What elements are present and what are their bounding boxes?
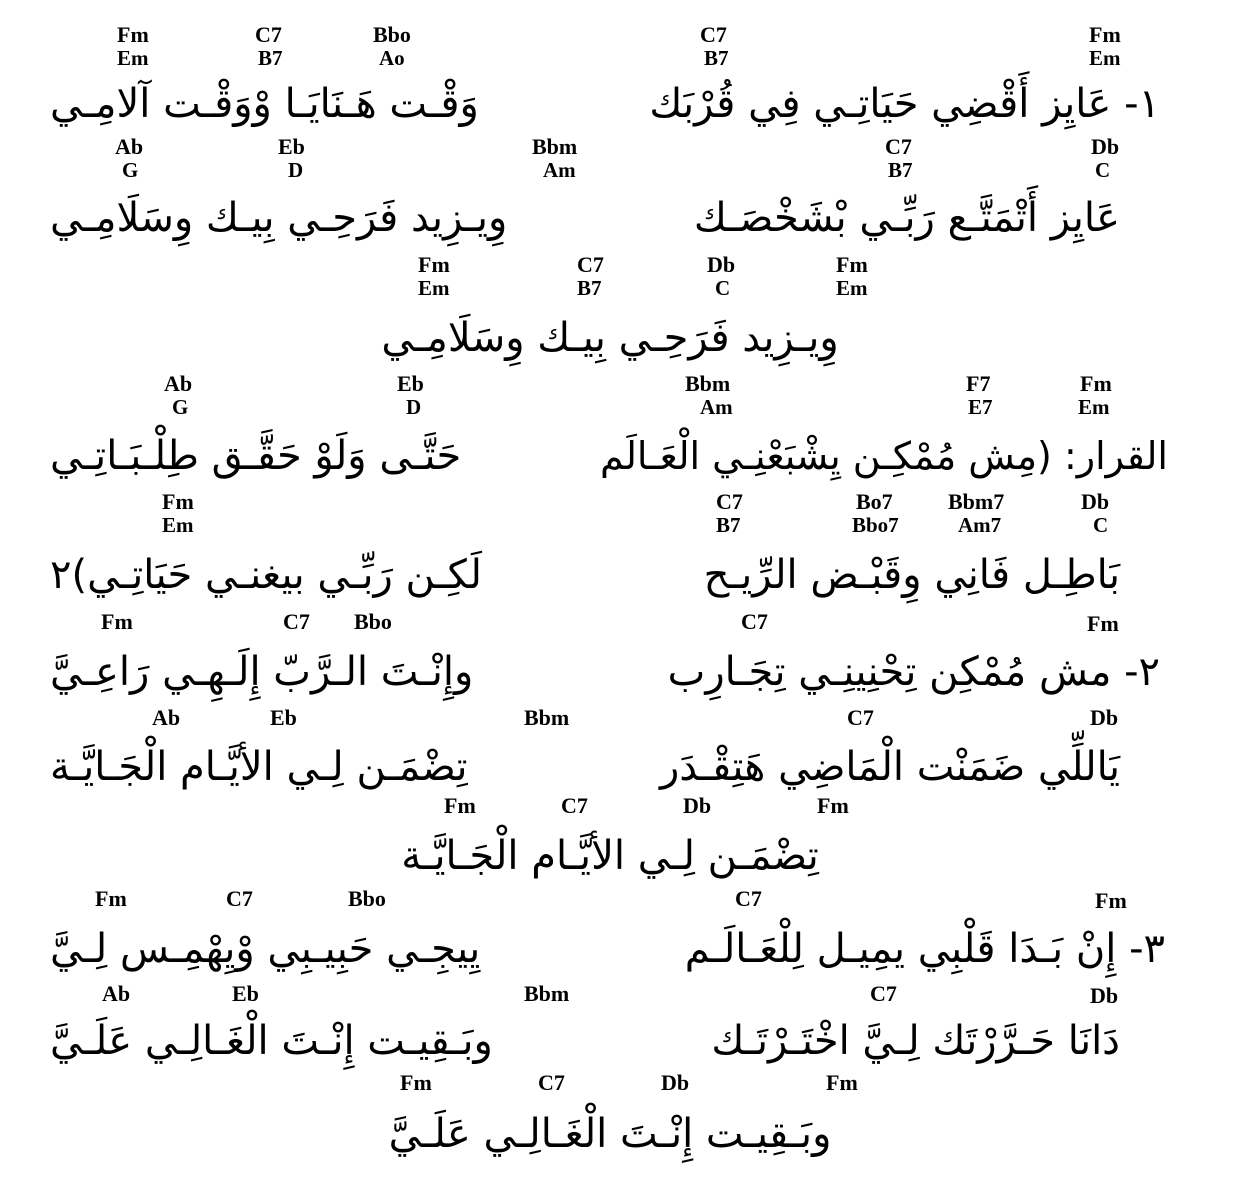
- chord-db: Db: [1090, 705, 1119, 730]
- chord-ab: Ab: [115, 134, 144, 159]
- chord-fm: Fm: [1089, 22, 1121, 47]
- lyric-line-left: وبَـقِيـت إِنْـتَ الْغَـالِـي عَلَـيَّ: [50, 1018, 493, 1064]
- chord-alt-am: Am: [543, 158, 576, 182]
- chord-alt-e7: E7: [968, 395, 993, 419]
- lyric-line-left: وِيـزِيد فَرَحِـي بِيـك وِسَلَامِـي: [50, 195, 508, 241]
- chord-fm: Fm: [1080, 371, 1112, 396]
- chord-db: Db: [661, 1070, 690, 1095]
- lyric-line-repeat: تِضْمَـن لِـي الأيَّـام الْجَـايَّـة: [401, 833, 819, 879]
- chord-bbo: Bbo: [373, 22, 411, 47]
- chord-fm: Fm: [1095, 888, 1127, 913]
- lyric-line-left: حَتَّـى وَلَوْ حَقَّـق طِلْـبَـاتِـي: [50, 433, 462, 479]
- chord-eb: Eb: [397, 371, 424, 396]
- chord-c7: C7: [885, 134, 912, 159]
- chord-c7: C7: [561, 793, 588, 818]
- chord-c7: C7: [741, 609, 768, 634]
- chord-alt-ao: Ao: [379, 46, 405, 70]
- chord-fm: Fm: [400, 1070, 432, 1095]
- chord-alt-em: Em: [1089, 46, 1121, 70]
- chord-eb: Eb: [270, 705, 297, 730]
- lyric-line-right: ٢- مش مُمْكِن تِحْنِينِـي تِجَـارِب: [667, 649, 1160, 695]
- chord-db: Db: [1081, 489, 1110, 514]
- chord-c7: C7: [735, 886, 762, 911]
- chord-fm: Fm: [444, 793, 476, 818]
- chord-fm: Fm: [162, 489, 194, 514]
- chord-bbm: Bbm: [532, 134, 578, 159]
- chord-alt-b7: B7: [704, 46, 729, 70]
- chord-bbm: Bbm: [524, 705, 570, 730]
- chord-bo7: Bo7: [856, 489, 893, 514]
- lyric-line-left: وإِنْـتَ الـرَّبّ إِلَـهِـي رَاعِـيَّ: [50, 649, 474, 695]
- chord-alt-b7: B7: [716, 513, 741, 537]
- lyric-line-left: وَقْـت هَـنَايَـا وْوَقْـت آلامِـي: [50, 81, 479, 127]
- chord-fm: Fm: [1087, 611, 1119, 636]
- chord-db: Db: [1091, 134, 1120, 159]
- chord-fm: Fm: [117, 22, 149, 47]
- lyric-line-left: يِيجِـي حَبِيـبِي وْيِهْمِـس لِـيَّ: [50, 926, 481, 972]
- chord-c7: C7: [716, 489, 743, 514]
- lyric-line-right: يَاللِّي ضَمَنْت الْمَاضِي هَتِقْـدَر: [659, 744, 1120, 790]
- chord-alt-c: C: [1095, 158, 1111, 182]
- chord-alt-d: D: [406, 395, 422, 419]
- chord-alt-g: G: [172, 395, 189, 419]
- chord-fm: Fm: [836, 252, 868, 277]
- chord-alt-c: C: [715, 276, 731, 300]
- lyric-line-repeat: وبَـقِيـت إِنْـتَ الْغَـالِـي عَلَـيَّ: [388, 1111, 832, 1157]
- chord-eb: Eb: [232, 981, 259, 1006]
- chord-ab: Ab: [102, 981, 131, 1006]
- chord-alt-b7: B7: [577, 276, 602, 300]
- chord-db: Db: [1090, 983, 1119, 1008]
- chord-fm: Fm: [95, 886, 127, 911]
- chord-c7: C7: [538, 1070, 565, 1095]
- chord-alt-em: Em: [1078, 395, 1110, 419]
- chord-alt-d: D: [288, 158, 304, 182]
- chord-alt-bbo7: Bbo7: [852, 513, 899, 537]
- chord-db: Db: [707, 252, 736, 277]
- chord-ab: Ab: [164, 371, 193, 396]
- lyric-line-right: عَايِز أَتْمَتَّـع رَبِّـي بْشَخْصَـك: [693, 195, 1120, 241]
- chord-alt-g: G: [122, 158, 139, 182]
- chord-alt-b7: B7: [258, 46, 283, 70]
- chord-c7: C7: [577, 252, 604, 277]
- chord-eb: Eb: [278, 134, 305, 159]
- lyric-line-right: ١- عَايِز أَقْضِي حَيَاتِـي فِي قُرْبَك: [649, 81, 1160, 127]
- chord-alt-b7: B7: [888, 158, 913, 182]
- chord-alt-em: Em: [418, 276, 450, 300]
- lyric-line-right: ٣- إِنْ بَـدَا قَلْبِي يمِيـل لِلْعَـالَـم: [684, 926, 1165, 972]
- lyric-line-right: دَانَا حَـرَّرْتَك لِـيَّ اخْتَـرْتَـك: [711, 1018, 1120, 1064]
- lyric-line-right: بَاطِـل فَانِي وِقَبْـض الرِّيـح: [703, 552, 1120, 598]
- chord-fm: Fm: [826, 1070, 858, 1095]
- chord-c7: C7: [255, 22, 282, 47]
- chord-alt-am: Am: [700, 395, 733, 419]
- chord-c7: C7: [870, 981, 897, 1006]
- lyric-line-left: لَكِـن رَبِّـي بيغنـي حَيَاتِـي)٢: [50, 552, 482, 598]
- chord-fm: Fm: [101, 609, 133, 634]
- chord-alt-em: Em: [836, 276, 868, 300]
- chord-c7: C7: [226, 886, 253, 911]
- chord-bbo: Bbo: [348, 886, 386, 911]
- lyric-line-repeat: وِيـزِيد فَرَحِـي بِيـك وِسَلَامِـي: [381, 315, 839, 361]
- chord-alt-c: C: [1093, 513, 1109, 537]
- chord-fm: Fm: [418, 252, 450, 277]
- chord-c7: C7: [283, 609, 310, 634]
- chord-alt-em: Em: [117, 46, 149, 70]
- chord-f7: F7: [966, 371, 991, 396]
- chord-bbm7: Bbm7: [948, 489, 1005, 514]
- chord-bbo: Bbo: [354, 609, 392, 634]
- chord-fm: Fm: [817, 793, 849, 818]
- chord-c7: C7: [847, 705, 874, 730]
- lyric-line-right: القرار: (مِش مُمْكِـن يِشْبَعْنِـي الْعَـالَم: [600, 434, 1168, 478]
- chord-ab: Ab: [152, 705, 181, 730]
- chord-db: Db: [683, 793, 712, 818]
- chord-bbm: Bbm: [524, 981, 570, 1006]
- chord-alt-em: Em: [162, 513, 194, 537]
- chord-alt-am7: Am7: [958, 513, 1002, 537]
- chord-bbm: Bbm: [685, 371, 731, 396]
- chord-c7: C7: [700, 22, 727, 47]
- lyric-line-left: تِضْمَـن لِـي الأيَّـام الْجَـايَّـة: [50, 744, 468, 790]
